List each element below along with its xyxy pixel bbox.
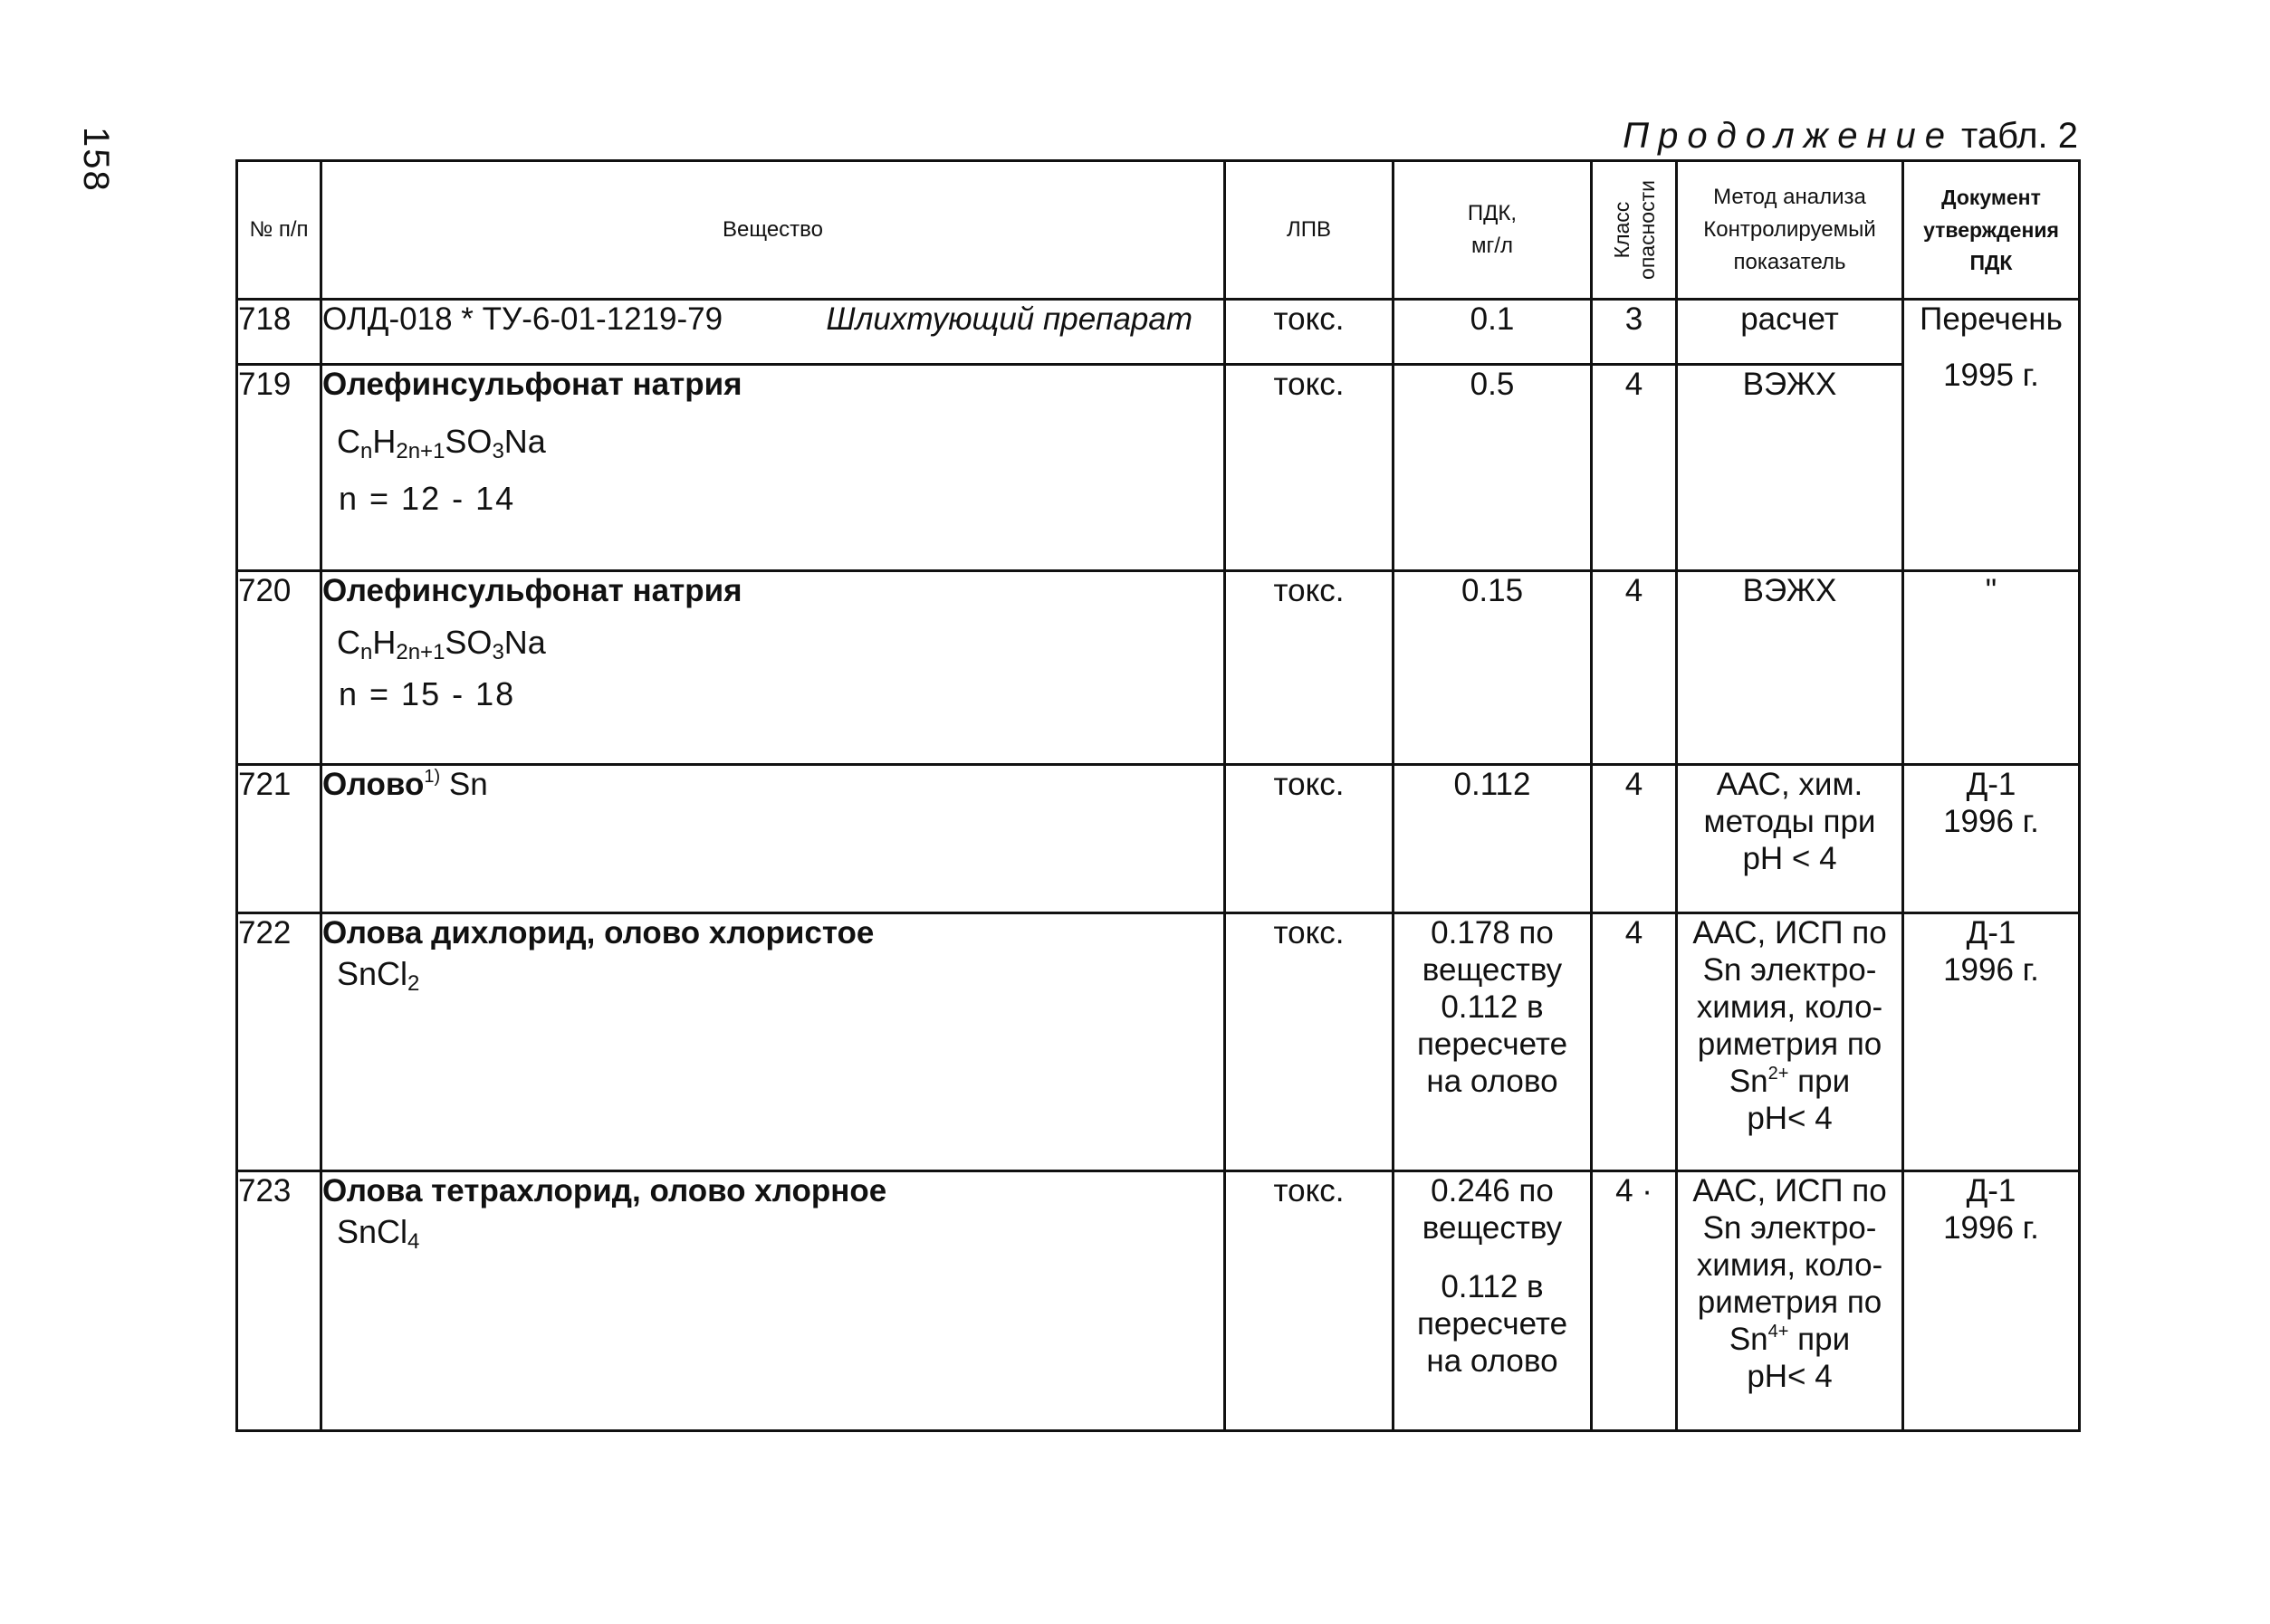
header-doc-line1: Документ (1941, 186, 2041, 209)
footnote-marker: 1) (424, 767, 441, 787)
table-row (237, 365, 2080, 571)
method-line4: риметрия по (1697, 1285, 1882, 1320)
lpv-cell: токс. (1225, 571, 1394, 765)
lpv-cell: токс. (1225, 365, 1394, 571)
substances-table (235, 159, 2081, 1432)
substance-cell (321, 300, 1225, 365)
header-hazard-line2: опасности (1634, 180, 1659, 280)
row-num: 720 (237, 571, 321, 765)
doc-cell (1903, 1171, 2080, 1431)
caption-table-ref: табл. 2 (1960, 116, 2078, 156)
method-line6: pH< 4 (1747, 1359, 1833, 1394)
chain-length: n = 15 - 18 (339, 675, 516, 712)
lpv-cell: токс. (1225, 1171, 1394, 1431)
substance-name: Олефинсульфонат натрия (322, 367, 742, 402)
substance-cell (321, 1171, 1225, 1431)
substance-name-line (322, 766, 1223, 804)
doc-line2: 1996 г. (1943, 952, 2039, 988)
chain-length: n = 12 - 14 (339, 480, 516, 517)
pdk-cell (1394, 913, 1592, 1171)
pdk-line3: 0.112 в (1441, 989, 1544, 1025)
method-line6: pH< 4 (1747, 1101, 1833, 1136)
table-row (237, 300, 2080, 365)
caption-continuation: Продолжение (1623, 116, 1954, 156)
method-cell: ВЭЖХ (1677, 365, 1903, 571)
method-line5: $Sn^{2+}$ при (1729, 1064, 1851, 1099)
method-line2: методы при (1703, 804, 1876, 839)
table-row (237, 765, 2080, 913)
pdk-line1: 0.178 по (1431, 915, 1554, 951)
table-row (237, 1171, 2080, 1431)
row-num: 719 (237, 365, 321, 571)
pdk-cell: 0.1 (1394, 300, 1592, 365)
hazard-cell: 4 (1592, 365, 1677, 571)
doc-cell (1903, 765, 2080, 913)
substance-formula: SnCl$_4$ (337, 1213, 420, 1254)
method-line2: Sn электро- (1702, 1210, 1877, 1246)
pdk-line2: веществу (1422, 952, 1563, 988)
header-pdk (1394, 161, 1592, 300)
substance-formula: SnCl$_2$ (337, 955, 420, 996)
pdk-line5: на олово (1426, 1064, 1558, 1099)
method-line1: ААС, хим. (1716, 767, 1863, 802)
doc-line1: Д-1 (1966, 767, 2016, 802)
hazard-cell: 4 (1592, 765, 1677, 913)
substance-cell (321, 365, 1225, 571)
method-line5: $Sn^{4+}$ при (1729, 1322, 1851, 1357)
doc-line2: 1996 г. (1943, 1210, 2039, 1246)
substance-name: Олова дихлорид, олово хлористое (322, 915, 875, 951)
hazard-cell: 3 (1592, 300, 1677, 365)
method-cell: ВЭЖХ (1677, 571, 1903, 765)
doc-cell (1903, 913, 2080, 1171)
header-lpv: ЛПВ (1225, 161, 1394, 300)
header-pdk-line2: мг/л (1471, 234, 1513, 258)
method-cell (1677, 765, 1903, 913)
substance-name-line (322, 301, 1223, 339)
pdk-line1: 0.246 по (1431, 1173, 1554, 1208)
header-row (237, 161, 2080, 300)
table-row (237, 913, 2080, 1171)
table-caption (1623, 116, 2078, 157)
method-line4: риметрия по (1697, 1027, 1882, 1062)
header-method-line2: Контролируемый (1703, 217, 1876, 242)
page-number: 158 (76, 127, 116, 193)
substance-name: Олова тетрахлорид, олово хлорное (322, 1173, 887, 1208)
hazard-cell: 4 · (1592, 1171, 1677, 1431)
header-hazard-line1: Класс (1609, 201, 1633, 259)
doc-cell (1903, 300, 2080, 571)
lpv-cell: токс. (1225, 765, 1394, 913)
doc-line1: Перечень (1920, 301, 2063, 337)
substance-formula: $C_nH_{2n+1}SO_3Na$ (337, 423, 546, 463)
pdk-line5: на олово (1426, 1343, 1558, 1379)
pdk-line4: пересчете (1416, 1306, 1568, 1342)
doc-line2: 1995 г. (1943, 358, 2039, 393)
row-num: 722 (237, 913, 321, 1171)
pdk-cell: 0.5 (1394, 365, 1592, 571)
substance-name: Олефинсульфонат натрия (322, 573, 742, 608)
row-num: 721 (237, 765, 321, 913)
method-line2: Sn электро- (1702, 952, 1877, 988)
method-line3: pH < 4 (1742, 841, 1837, 876)
lpv-cell: токс. (1225, 913, 1394, 1171)
header-method (1677, 161, 1903, 300)
hazard-cell: 4 (1592, 571, 1677, 765)
header-substance: Вещество (321, 161, 1225, 300)
header-hazard-rotated (1609, 180, 1660, 280)
lpv-cell: токс. (1225, 300, 1394, 365)
substance-cell (321, 571, 1225, 765)
method-cell (1677, 913, 1903, 1171)
method-cell: расчет (1677, 300, 1903, 365)
pdk-line2: веществу (1422, 1210, 1563, 1246)
substance-note: Шлихтующий препарат (826, 301, 1192, 337)
header-doc-line3: ПДК (1969, 251, 2013, 274)
header-doc-line2: утверждения (1923, 218, 2059, 242)
substance-name: Олово (322, 767, 425, 802)
substance-formula: $C_nH_{2n+1}SO_3Na$ (337, 624, 546, 664)
header-doc (1903, 161, 2080, 300)
pdk-cell (1394, 1171, 1592, 1431)
substance-symbol: Sn (440, 767, 488, 802)
pdk-cell: 0.15 (1394, 571, 1592, 765)
pdk-cell: 0.112 (1394, 765, 1592, 913)
method-line1: ААС, ИСП по (1692, 1173, 1887, 1208)
substance-cell (321, 765, 1225, 913)
doc-cell: " (1903, 571, 2080, 765)
method-line3: химия, коло- (1696, 989, 1883, 1025)
header-method-line3: показатель (1733, 250, 1846, 274)
pdk-line4: пересчете (1416, 1027, 1568, 1062)
substance-cell (321, 913, 1225, 1171)
pdk-line3: 0.112 в (1441, 1269, 1544, 1304)
method-line3: химия, коло- (1696, 1247, 1883, 1283)
method-line1: ААС, ИСП по (1692, 915, 1887, 951)
table-row (237, 571, 2080, 765)
row-num: 718 (237, 300, 321, 365)
doc-line1: Д-1 (1966, 915, 2016, 951)
doc-line2: 1996 г. (1943, 804, 2039, 839)
header-hazard (1592, 161, 1677, 300)
header-method-line1: Метод анализа (1713, 185, 1866, 209)
hazard-cell: 4 (1592, 913, 1677, 1171)
method-cell (1677, 1171, 1903, 1431)
substance-name: ОЛД-018 * ТУ-6-01-1219-79 (322, 301, 723, 337)
header-num: № п/п (237, 161, 321, 300)
doc-line1: Д-1 (1966, 1173, 2016, 1208)
row-num: 723 (237, 1171, 321, 1431)
header-pdk-line1: ПДК, (1467, 201, 1518, 225)
